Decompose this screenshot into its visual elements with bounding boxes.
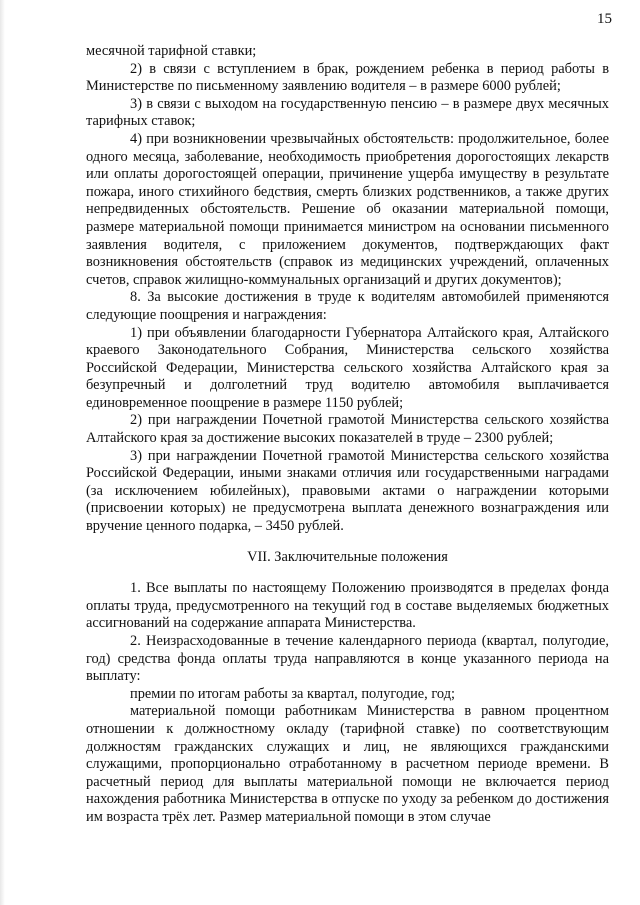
paragraph-p2: 2) в связи с вступлением в брак, рождением ребенка в период работы в Министерстве по письменному заявлению водителя – в размере 6000 рублей; [86, 60, 609, 95]
paragraph-p10: 2. Неизрасходованные в течение календарного периода (квартал, полугодие, год) средства фонда оплаты труда направляются в конце указанного периода на выплату: [86, 633, 609, 685]
paragraph-p1: месячной тарифной ставки; [86, 43, 257, 59]
document-body [86, 43, 609, 827]
paragraph-p6: 1) при объявлении благодарности Губернатора Алтайского края, Алтайского краевого Законодательного Собрания, Министерства сельского хозяйства Российской Федерации, Министерства сельского хозяйства Алтайского края за безупречный и долголетний труд водителю автомобиля выплачивается единовременное поощрение в размере 1150 рублей; [86, 324, 609, 411]
scan-edge [0, 0, 5, 905]
paragraph-p5: 8. За высокие достижения в труде к водителям автомобилей применяются следующие поощрения и награждения: [86, 289, 609, 323]
section-title: VII. Заключительные положения [247, 548, 448, 565]
paragraph-p11: премии по итогам работы за квартал, полугодие, год; [130, 685, 456, 702]
page-number: 15 [597, 11, 612, 27]
paragraph-p4: 4) при возникновении чрезвычайных обстоятельств: продолжительное, более одного месяца, заболевание, необходимость приобретения дорогостоящих лекарств или оплаты дорогостоящей операции, причинение ущерба имуществу в результате пожара, иного стихийного бедствия, смерть близких родственников, а также других непредвиденных обстоятельств. Решение об оказании материальной помощи, размере материальной помощи принимается министром на основании письменного заявления водителя, с приложением документов, подтверждающих факт возникновения обстоятельств (справок из медицинских учреждений, оплаченных счетов, справок жилищно-коммунальных организаций и других документов); [86, 130, 609, 288]
paragraph-p9: 1. Все выплаты по настоящему Положению производятся в пределах фонда оплаты труда, предусмотренного на текущий год в составе выделяемых бюджетных ассигнований на содержание аппарата Министерства. [86, 580, 609, 632]
paragraph-p12: материальной помощи работникам Министерства в равном процентном отношении к должностному окладу (тарифной ставке) по соответствующим должностям гражданских служащих и лиц, не являющихся гражданскими служащими, пропорционально отработанному в расчетном периоде времени. В расчетный период для выплаты материальной помощи не включается период нахождения работника Министерства в отпуске по уходу за ребенком до достижения им возраста трёх лет. Размер материальной помощи в этом случае [86, 703, 609, 825]
paragraph-p7: 2) при награждении Почетной грамотой Министерства сельского хозяйства Алтайского края за достижение высоких показателей в труде – 2300 рублей; [86, 412, 609, 447]
paragraph-p3: 3) в связи с выходом на государственную пенсию – в размере двух месячных тарифных ставок; [86, 95, 609, 130]
paragraph-p8: 3) при награждении Почетной грамотой Министерства сельского хозяйства Российской Федерации, иными знаками отличия или государственными наградами (за исключением юбилейных), правовыми актами о награждении которыми (присвоении которых) не предусмотрена выплата денежного вознаграждения или вручение ценного подарка, – 3450 рублей. [86, 447, 609, 535]
